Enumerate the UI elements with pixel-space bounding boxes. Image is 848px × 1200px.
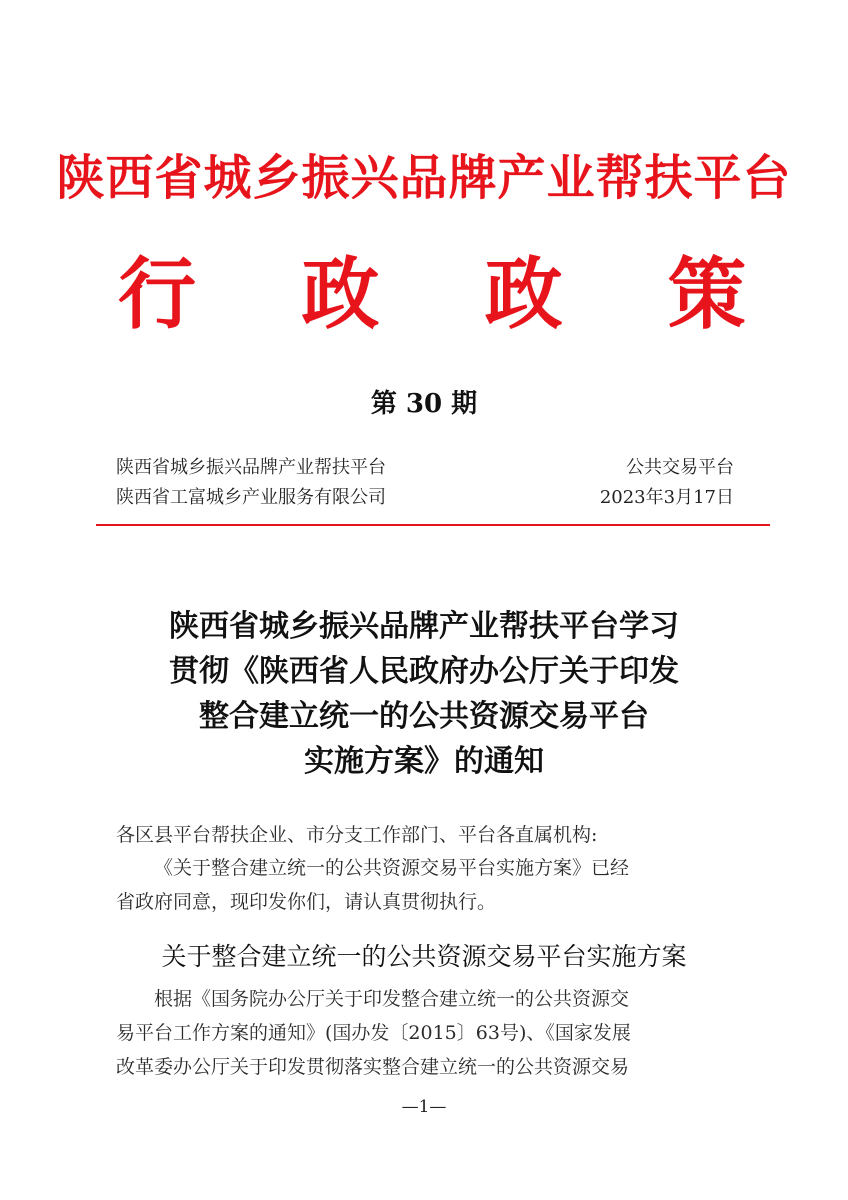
document-title-line: 整合建立统一的公共资源交易平台 (199, 699, 649, 734)
masthead-type-char: 行 (118, 249, 197, 340)
body-paragraph (116, 982, 746, 1084)
section-title: 关于整合建立统一的公共资源交易平台实施方案 (161, 942, 687, 971)
red-divider-line (96, 524, 770, 526)
document-title-line: 陕西省城乡振兴品牌产业帮扶平台学习 (169, 609, 679, 644)
document-title-line: 贯彻《陕西省人民政府办公厅关于印发 (169, 654, 679, 689)
body-line: 改革委办公厅关于印发贯彻落实整合建立统一的公共资源交易 (116, 1056, 630, 1078)
issuer-org-2: 陕西省工富城乡产业服务有限公司 (116, 487, 386, 508)
masthead-type-char: 政 (484, 249, 563, 340)
issue-date: 2023年3月17日 (599, 487, 734, 508)
body-line: 根据《国务院办公厅关于印发整合建立统一的公共资源交 (154, 988, 630, 1010)
issue-number: 第 30 期 (370, 389, 478, 419)
intro-paragraph (116, 851, 746, 919)
addressee: 各区县平台帮扶企业、市分支工作部门、平台各直属机构: (116, 824, 598, 846)
body-line: 易平台工作方案的通知》(国办发〔2015〕63号)、《国家发展 (116, 1022, 631, 1044)
masthead-org-title: 陕西省城乡振兴品牌产业帮扶平台 (56, 150, 792, 206)
masthead-document-type (118, 240, 746, 350)
document-title (0, 604, 848, 784)
page-number: —1— (401, 1097, 447, 1117)
intro-line: 省政府同意，现印发你们，请认真贯彻执行。 (116, 891, 497, 913)
masthead-type-char: 策 (667, 249, 746, 340)
intro-line: 《关于整合建立统一的公共资源交易平台实施方案》已经 (154, 857, 630, 879)
document-title-line: 实施方案》的通知 (304, 744, 544, 779)
issuer-org-1: 陕西省城乡振兴品牌产业帮扶平台 (116, 457, 386, 478)
masthead-type-char: 政 (301, 249, 380, 340)
issuer-platform: 公共交易平台 (626, 457, 734, 478)
